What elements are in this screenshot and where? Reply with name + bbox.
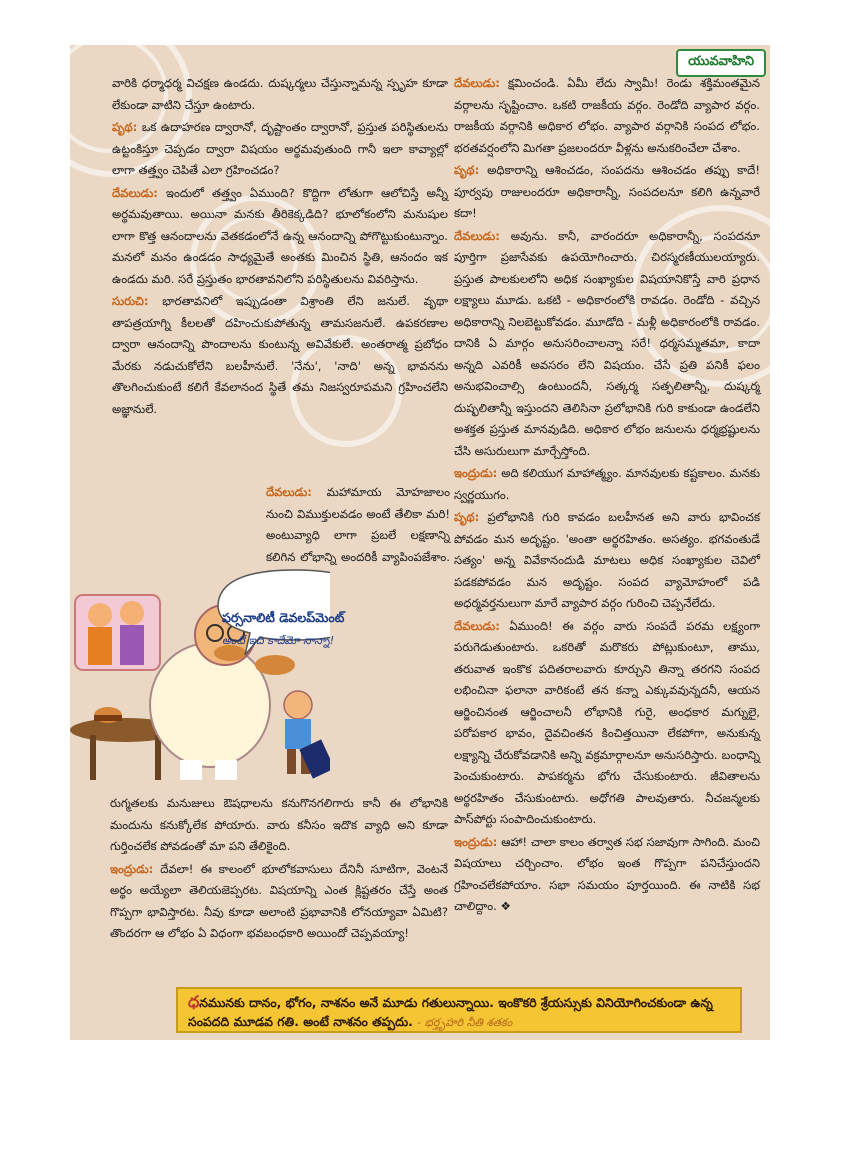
quote-box xyxy=(176,987,742,1033)
paragraph-text: అధికారాన్ని ఆశించడం, సంపదను ఆశించడం తప్పు కాదే! పూర్వపు రాజులందరూ అధికారాన్నీ, సంపదలనూ కలిగి ఉన్నవారే కదా! xyxy=(454,163,761,220)
cartoon-illustration xyxy=(70,515,330,785)
left-column-bottom xyxy=(110,793,448,946)
paragraph xyxy=(454,616,760,831)
speaker-label: దేవలుడు: xyxy=(454,618,500,633)
speaker-label: దేవలుడు: xyxy=(454,76,500,90)
paragraph xyxy=(112,291,448,420)
paragraph-text: రుగ్మతలకు మనుజులు ఔషధాలను కనుగొనగలిగారు కానీ ఈ లోభానికి మందును కనుక్కోలేక పోయారు. వారు కనీసం ఇదొక వ్యాధి అని కూడా గుర్తించలేక పోవడంతో మా పని తేలికైంది. xyxy=(110,796,448,853)
paragraph-text: ఆహా! చాలా కాలం తర్వాత సభ సజావుగా సాగింది. మంచి విషయాలు చర్చించాం. లోభం ఇంత గొప్పగా పనిచేస్తుందని గ్రహించలేకపోయాం. సభా సమయం పూర్తయింది. ఈ నాటికి సభ చాలిద్దాం. ❖ xyxy=(454,834,760,913)
speaker-label: ఇంద్రుడు: xyxy=(110,861,154,876)
paragraph xyxy=(454,226,760,463)
paragraph xyxy=(112,73,448,116)
bubble-line-2: అంటే ఇది కాదేమో నాన్నా! xyxy=(222,634,335,647)
paragraph-text: ఏముంది! ఈ వర్గం వారు సంపదే పరమ లక్ష్యంగా పరుగెడుతుంటారు. ఒకరితో మరొకరు పోట్లుకుంటూ, తాము, తరువాత ఇంకొక పదితరాలవారు కూర్చుని తిన్నా తరగని సంపద లభించినా ఫలానా వారికంటే తన కన్నా ఎక్కువవున్నదనీ, ఆయన ఆర్జించినంత ఆర్జించాలనీ లోభానికి గురై, అంధకార మగ్నులై, పరోపకార భావం, దైవచింతన కించిత్తయినా లేకపోగా, అనుకున్న లక్ష్యాన్ని చేరుకోవడానికి అన్ని వక్రమార్గాలనూ అనుసరిస్తారు. బంధాన్ని పెంచుకుంటారు. పాపకర్మను భోగు చేసుకుంటారు. జీవితాలను అర్థరహితం చేసుకుంటారు. అధోగతి పాలవుతారు. నీచజన్మలకు పాస్‌పోర్టు సంపాదించుకుంటారు. xyxy=(454,618,760,826)
speaker-label: పృథ: xyxy=(454,163,480,177)
quote-text: నమునకు దానం, భోగం, నాశనం అనే మూడు గతులున్నాయి. ఇంకొకరి శ్రేయస్సుకు వినియోగించకుండా ఉన్న సంపదది మూడవ గతి. అంటే నాశనం తప్పదు. xyxy=(188,995,713,1029)
paragraph-text: మహామాయ మోహజాలం నుంచి విముక్తులవడం అంటే తేలికా మరి! అంటువ్యాధి లాగా ప్రబలే లక్షణాన్ని కలిగిన లోభాన్ని అందరికీ వ్యాపింపజేశాం. xyxy=(266,485,450,564)
paragraph-text: ఇందులో తత్త్వం ఏముంది? కొద్దిగా లోతుగా ఆలోచిస్తే అన్నీ అర్థమవుతాయి. అయినా మనకు తీరికెక్కడిది? భూలోకంలోని మనుషుల లాగా కొత్త ఆనందాలను వెతకడంలోనే ఉన్న ఆనందాన్ని పోగొట్టుకుంటున్నాం. మనలో మనం ఉండడం సాధ్యమైతే అంతకు మించిన స్థితి, ఆనందం ఇక ఉండదు మరి. సరే ప్రస్తుతం భారతావనిలోని పరిస్థితులను వివరిస్తాను. xyxy=(112,185,449,286)
paragraph-text: దేవలా! ఈ కాలంలో భూలోకవాసులు దేనినీ సూటిగా, వెంటనే అర్థం అయ్యేలా తెలియజెప్పరట. విషయాన్ని ఎంత క్లిష్టతరం చేస్తే అంత గొప్పగా భావిస్తారట. నీవు కూడా అలాంటి ప్రభావానికి లోనయ్యావా ఏమిటి? తొందరగా ఆ లోభం ఏ విధంగా భవబంధకారి అయిందో చెప్పవయ్యా! xyxy=(110,861,448,940)
paragraph xyxy=(454,73,760,159)
deity-picture-icon xyxy=(75,595,160,670)
quote-first-char: ధ xyxy=(188,992,200,1011)
speaker-label: ఇంద్రుడు: xyxy=(454,834,498,849)
speaker-label: ఇంద్రుడు: xyxy=(454,466,498,480)
paragraph xyxy=(110,859,448,945)
paragraph xyxy=(454,160,760,225)
paragraph xyxy=(454,463,760,506)
left-column-top xyxy=(112,73,448,421)
paragraph xyxy=(110,793,448,858)
paragraph xyxy=(454,507,760,615)
speaker-label: పృథ: xyxy=(454,510,480,524)
magazine-page xyxy=(70,45,770,1040)
speaker-label: దేవలుడు: xyxy=(454,228,500,243)
paragraph-text: ఒక ఉదాహరణ ద్వారానో, దృష్టాంతం ద్వారానో, ప్రస్తుత పరిస్థితులను ఉట్టంకిస్తూ చెప్పడం ద్వారా విషయం అర్థమవుతుంది గానీ ఇలా కావ్యాల్లో లాగా తత్త్వం చెపితే ఎలా గ్రహించడం? xyxy=(112,120,449,177)
section-badge: యువవాహిని xyxy=(676,49,766,77)
paragraph-text: అవును. కానీ, వారందరూ అధికారాన్నీ, సంపదనూ పూర్తిగా ప్రజాసేవకు ఉపయోగించారు. చిరస్మరణీయులయ్యారు. ప్రస్తుత పాలకులలోని అధిక సంఖ్యాకుల విషయానికొస్తే వారి ప్రధాన లక్ష్యాలు మూడు. ఒకటి - అధికారంలోకి రావడం. రెండోది - వచ్చిన అధికారాన్ని నిలబెట్టుకోవడం. మూడోది - మళ్లీ అధికారంలోకి రావడం. దానికి ఏ మార్గం అనుసరించాలన్నా సరే! ధర్మసమ్మతమా, కాదా అన్నది ఎవరికీ అవసరం లేని విషయం. చేసే ప్రతి పనికీ ఫలం అనుభవించాల్సి ఉంటుందనీ, సత్కర్మ సత్ఫలితాన్నీ, దుష్కర్మ దుష్ఫలితాన్నీ ఇస్తుందని తెలిసినా ప్రలోభానికి గురి కాకుండా ఉండలేని అశక్తత ప్రస్తుత మానవుడిది. అధికార లోభం జనులను ధర్మభ్రష్టులను చేసి అసురులుగా మార్చేస్తోంది. xyxy=(454,228,761,458)
speaker-label: సురుచి: xyxy=(112,294,149,308)
paragraph xyxy=(454,832,760,918)
paragraph-text: క్షమించండి. ఏమీ లేదు స్వామీ! రెండు శక్తిమంతమైన వర్గాలను సృష్టించాం. ఒకటి రాజకీయ వర్గం. రెండోది వ్యాపార వర్గం. రాజకీయ వర్గానికి అధికార లోభం. వ్యాపార వర్గానికి సంపద లోభం. భరతవర్షంలోని మిగతా ప్రజలందరూ వీళ్లను అనుకరించేలా చేశాం. xyxy=(454,76,760,155)
paragraph-text: భారతావనిలో ఇప్పుడంతా విశ్రాంతి లేని జనులే. వృథా తాపత్రయాగ్ని కీలలతో దహించుకుపోతున్న తామసజనులే. ఉపకరణాల ద్వారా ఆనందాన్ని పొందాలను కుంటున్న అవివేకులే. అంతరాత్మ ప్రబోధం మేరకు నడుచుకోలేని బలహీనులే. 'నేను', 'నాది' అన్న భావనను తొలగించుకుంటే కలిగే కేవలానంద స్థితే తమ నిజస్వరూపమని గ్రహించలేని అజ్ఞానులే. xyxy=(112,294,448,416)
paragraph xyxy=(112,183,448,291)
quote-source: - భర్తృహరి నీతి శతకం xyxy=(417,1016,513,1029)
bubble-line-1: పర్సనాలిటీ డెవలప్‌మెంట్ xyxy=(222,610,345,625)
speaker-label: దేవలుడు: xyxy=(112,185,158,200)
speaker-label: పృథ: xyxy=(112,120,138,134)
paragraph-text: అది కలియుగ మాహాత్మ్యం. మానవులకు కష్టకాలం. మనకు స్వర్ణయుగం. xyxy=(454,466,760,502)
speech-bubble xyxy=(222,610,372,650)
speaker-label: దేవలుడు: xyxy=(266,485,312,499)
paragraph-text: ప్రలోభానికి గురి కావడం బలహీనత అని వారు భావించక పోవడం మన అదృష్టం. 'అంతా అర్థరహితం. అసత్యం. భగవంతుడే సత్యం' అన్న వివేకానందుడి మాటలు అధిక సంఖ్యాకుల చెవిలో పడకపోవడం మన అదృష్టం. సంపద వ్యామోహంలో పడి అధర్మవర్తనులుగా మారే వ్యాపార వర్గం గురించి చెప్పనేలేదు. xyxy=(454,510,761,610)
right-column xyxy=(454,73,760,919)
burger-icon xyxy=(94,707,122,723)
paragraph-text: వారికి ధర్మాధర్మ విచక్షణ ఉండదు. దుష్కర్మలు చేస్తున్నామన్న స్పృహ కూడా లేకుండా వాటిని చేస్తూ ఉంటారు. xyxy=(112,76,448,112)
paragraph xyxy=(112,117,448,182)
